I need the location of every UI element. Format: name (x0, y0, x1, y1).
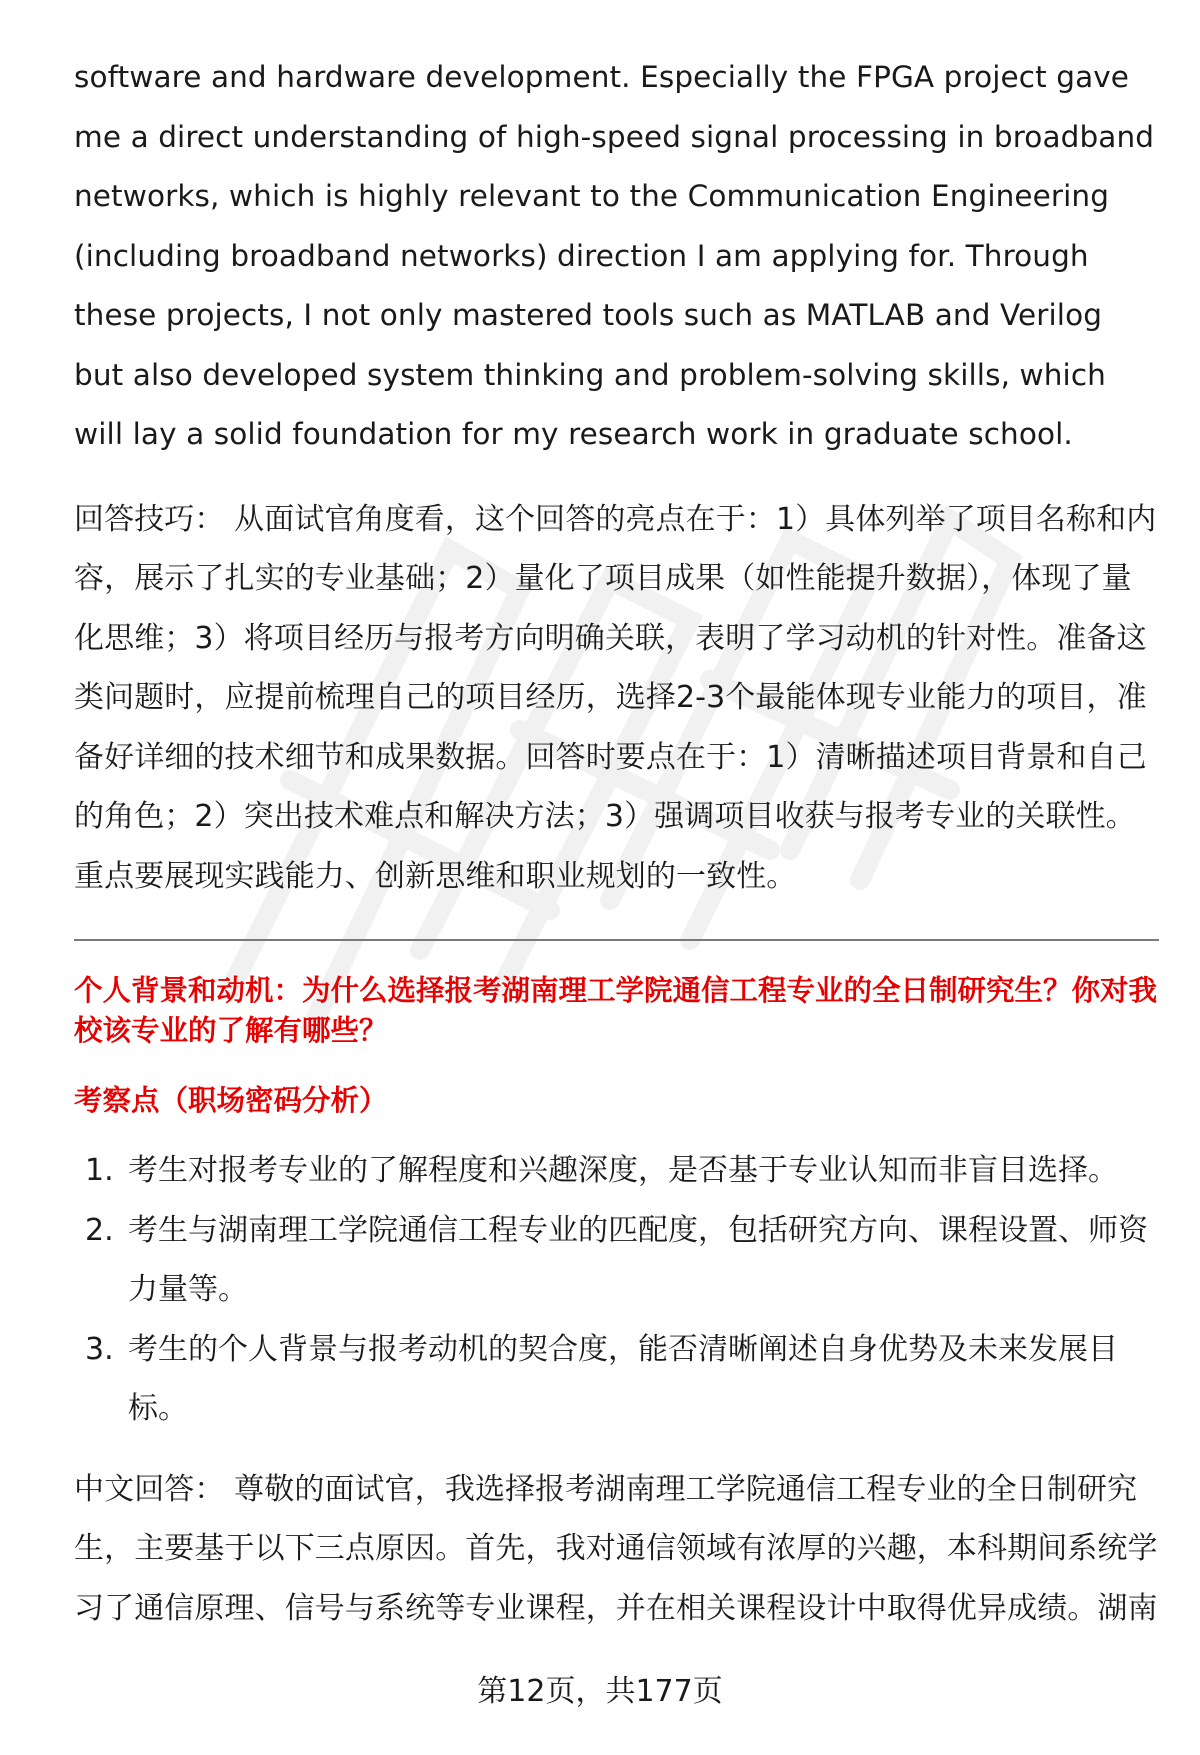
answer-label: 中文回答： (74, 1471, 225, 1507)
document-page (74, 48, 1159, 1638)
analysis-point-3 (74, 1320, 1159, 1439)
point-number: 1. (85, 1153, 114, 1188)
analysis-point-1 (74, 1141, 1159, 1201)
tips-label: 回答技巧： (74, 501, 225, 537)
chinese-answer-paragraph (74, 1460, 1159, 1639)
point-text: 考生与湖南理工学院通信工程专业的匹配度，包括研究方向、课程设置、师资力量等。 (128, 1212, 1148, 1307)
analysis-point-list (74, 1141, 1159, 1439)
question-heading: 个人背景和动机：为什么选择报考湖南理工学院通信工程专业的全日制研究生？你对我校该专业的了解有哪些？ (74, 974, 1158, 1047)
tips-text: 从面试官角度看，这个回答的亮点在于：1）具体列举了项目名称和内容，展示了扎实的专业基础；2）量化了项目成果（如性能提升数据），体现了量化思维；3）将项目经历与报考方向明确关联，表明了学习动机的针对性。准备这类问题时，应提前梳理自己的项目经历，选择2-3个最能体现专业能力的项目，准备好详细的技术细节和成果数据。回答时要点在于：1）清晰描述项目背景和自己的角色；2）突出技术难点和解决方法；3）强调项目收获与报考专业的关联性。重点要展现实践能力、创新思维和职业规划的一致性。 (74, 501, 1157, 894)
analysis-heading: 考察点（职场密码分析） (74, 1084, 388, 1117)
point-text: 考生的个人背景与报考动机的契合度，能否清晰阐述自身优势及未来发展目标。 (128, 1331, 1118, 1426)
analysis-point-2 (74, 1201, 1159, 1320)
english-answer-paragraph: software and hardware development. Especially the FPGA project gave me a direct understanding of high-speed signal processing in broadband networks, which is highly relevant to the Communication Engineering (including broadband networks) direction I am applying for. Through these projects, I not only mastered tools such as MATLAB and Verilog but also developed system thinking and problem-solving skills, which will lay a solid foundation for my research work in graduate school. (74, 60, 1155, 451)
tips-paragraph (74, 490, 1159, 907)
page-footer: 第12页，共177页 (477, 1674, 723, 1709)
point-text: 考生对报考专业的了解程度和兴趣深度，是否基于专业认知而非盲目选择。 (128, 1153, 1118, 1188)
point-number: 3. (85, 1331, 114, 1367)
section-divider (74, 939, 1159, 941)
answer-text: 尊敬的面试官，我选择报考湖南理工学院通信工程专业的全日制研究生，主要基于以下三点原因。首先，我对通信领域有浓厚的兴趣，本科期间系统学习了通信原理、信号与系统等专业课程，并在相关课程设计中取得优异成绩。湖南 (74, 1471, 1158, 1626)
point-number: 2. (85, 1212, 114, 1248)
